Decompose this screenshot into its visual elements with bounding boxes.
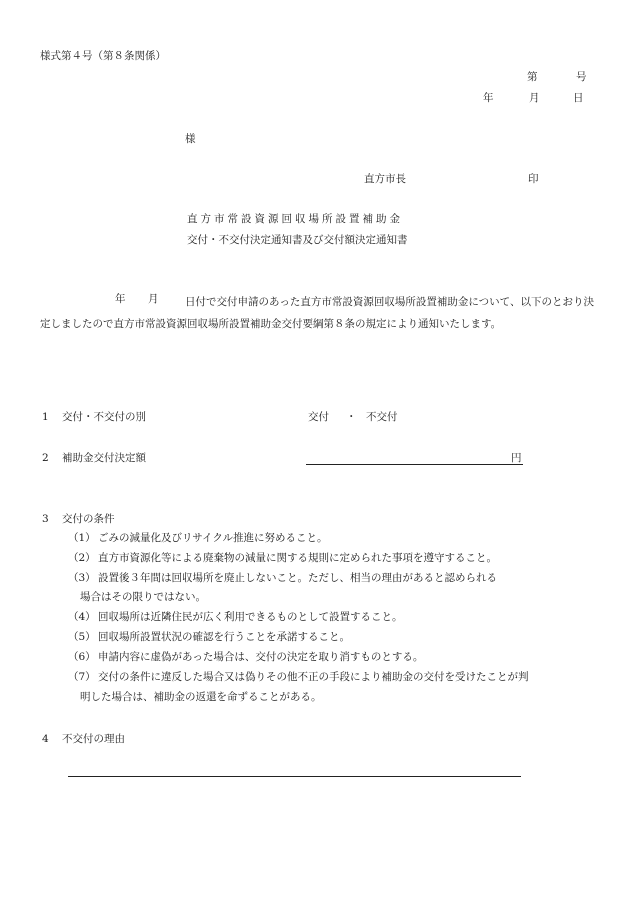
form-label: 様式第４号（第８条関係）	[40, 50, 166, 62]
condition-continuation: 場合はその限りではない。	[80, 591, 206, 603]
condition-text: 設置後３年間は回収場所を廃止しないこと。ただし、相当の理由があると認められる	[98, 572, 497, 584]
condition-text: ごみの減量化及びリサイクル推進に努めること。	[98, 532, 328, 544]
option-kofu: 交付	[308, 411, 329, 423]
section-4-number: 4	[42, 733, 49, 745]
condition-number: （6）	[68, 651, 96, 663]
addressee-sama: 様	[185, 133, 196, 145]
condition-continuation: 明した場合は、補助金の返還を命ずることがある。	[80, 691, 322, 703]
condition-item	[68, 551, 497, 565]
condition-item	[68, 630, 350, 644]
body-month: 月	[148, 293, 159, 305]
condition-number: （7）	[68, 671, 96, 683]
date-year: 年	[483, 92, 494, 104]
body-paragraph	[40, 292, 600, 335]
condition-text: 交付の条件に違反した場合又は偽りその他不正の手段により補助金の交付を受けたことが判	[98, 671, 529, 683]
amount-unit-yen: 円	[511, 452, 522, 464]
date-month: 月	[529, 92, 540, 104]
date-day: 日	[573, 92, 584, 104]
seal-mark: 印	[528, 173, 539, 185]
reason-underline	[68, 776, 521, 777]
body-text: 日付で交付申請のあった直方市常設資源回収場所設置補助金について、以下のとおり決定しましたので直方市常設資源回収場所設置補助金交付要綱第８条の規定により通知いたします。	[40, 296, 594, 330]
option-separator: ・	[346, 411, 357, 423]
doc-number-dai: 第	[527, 71, 538, 83]
condition-number: （4）	[68, 611, 96, 623]
condition-text: 直方市資源化等による廃棄物の減量に関する規則に定められた事項を遵守すること。	[98, 552, 497, 564]
condition-number: （1）	[68, 532, 96, 544]
title-line-1: 直方市常設資源回収場所設置補助金	[187, 213, 403, 225]
section-2-label: 補助金交付決定額	[62, 452, 146, 464]
condition-number: （5）	[68, 631, 96, 643]
condition-item	[68, 670, 529, 684]
body-year: 年	[115, 293, 126, 305]
sender-name: 直方市長	[364, 173, 406, 185]
title-line-2: 交付・不交付決定通知書及び交付額決定通知書	[187, 234, 408, 246]
condition-item	[68, 610, 403, 624]
condition-item	[68, 531, 328, 545]
section-3-label: 交付の条件	[62, 513, 115, 525]
condition-number: （2）	[68, 552, 96, 564]
section-3-number: 3	[42, 513, 49, 525]
amount-underline	[306, 464, 523, 465]
section-1-label: 交付・不交付の別	[62, 411, 146, 423]
option-fukofu: 不交付	[366, 411, 398, 423]
condition-text: 回収場所設置状況の確認を行うことを承諾すること。	[98, 631, 350, 643]
condition-item	[68, 571, 497, 585]
section-1-number: 1	[42, 411, 49, 423]
condition-item	[68, 650, 423, 664]
section-2-number: 2	[42, 452, 49, 464]
condition-text: 申請内容に虚偽があった場合は、交付の決定を取り消すものとする。	[98, 651, 424, 663]
condition-text: 回収場所は近隣住民が広く利用できるものとして設置すること。	[98, 611, 403, 623]
section-4-label: 不交付の理由	[62, 733, 125, 745]
condition-number: （3）	[68, 572, 96, 584]
doc-number-go: 号	[576, 71, 587, 83]
